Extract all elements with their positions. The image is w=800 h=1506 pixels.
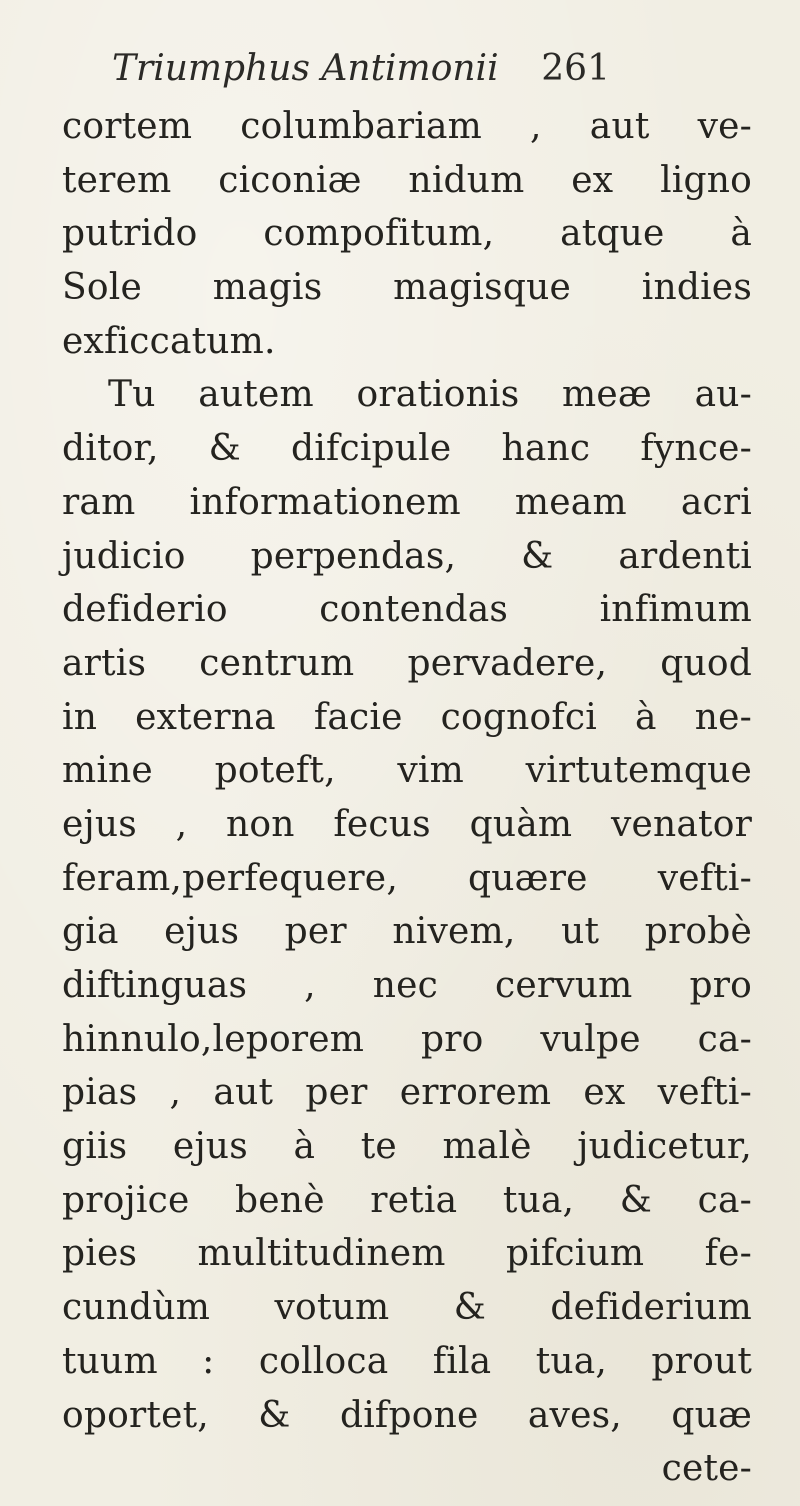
- text-line: tuum : colloca fila tua, prout: [62, 1340, 752, 1382]
- text-line: mine poteft, vim virtutemque: [62, 750, 752, 792]
- text-line: cortem columbariam , aut ve-: [62, 106, 752, 147]
- catchword: cete-: [661, 1448, 752, 1490]
- text-line: judicio perpendas, & ardenti: [62, 535, 752, 577]
- text-line: terem ciconiæ nidum ex ligno: [62, 159, 752, 201]
- text-line: Sole magis magisque indies: [62, 267, 752, 309]
- text-line: hinnulo,leporem pro vulpe ca-: [62, 1018, 752, 1060]
- text-line: projice benè retia tua, & ca-: [62, 1179, 752, 1221]
- running-title: Triumphus Antimonii: [112, 48, 499, 89]
- text-line: oportet, & difpone aves, quæ: [62, 1394, 752, 1436]
- page-number: 261: [541, 48, 610, 89]
- text-line: ram informationem meam acri: [62, 481, 752, 523]
- text-line: artis centrum pervadere, quod: [62, 642, 752, 684]
- text-line: putrido compofitum, atque à: [62, 213, 752, 255]
- text-line: feram,perfequere, quære vefti-: [62, 857, 752, 899]
- page-header: [112, 48, 610, 100]
- text-line: defiderio contendas infimum: [62, 589, 752, 631]
- text-line: gia ejus per nivem, ut probè: [62, 911, 752, 953]
- text-line: pias , aut per errorem ex vefti-: [62, 1072, 752, 1114]
- text-line: in externa facie cognofci à ne-: [62, 696, 752, 738]
- text-line: exficcatum.: [62, 320, 276, 362]
- text-line: giis ejus à te malè judicetur,: [62, 1126, 752, 1168]
- text-line: cundùm votum & defiderium: [62, 1287, 752, 1329]
- text-line: ejus , non fecus quàm venator: [62, 803, 752, 845]
- text-line: Tu autem orationis meæ au-: [108, 374, 752, 416]
- body-text: [62, 100, 752, 1496]
- text-line: ditor, & difcipule hanc fynce-: [62, 428, 752, 470]
- text-line: diftinguas , nec cervum pro: [62, 965, 752, 1006]
- text-line: pies multitudinem pifcium fe-: [62, 1233, 752, 1275]
